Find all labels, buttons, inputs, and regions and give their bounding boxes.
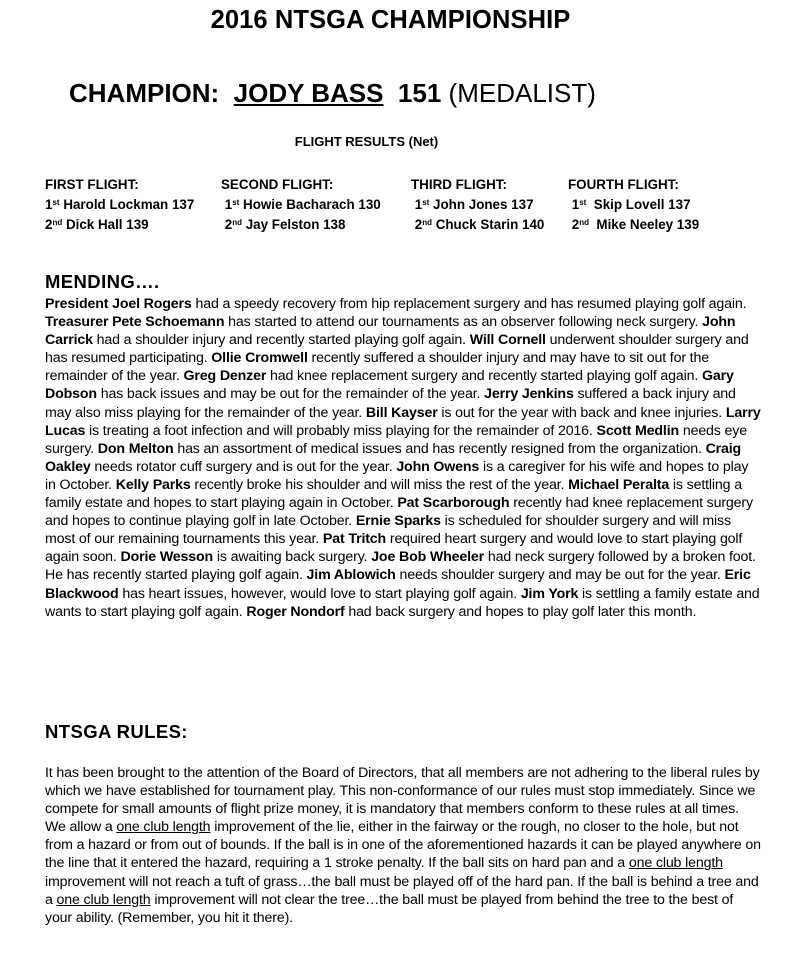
flight-heading: SECOND FLIGHT: [221, 177, 334, 192]
paragraph-text: recently had knee replacement surgery and hopes to continue playing golf in late October. [45, 495, 753, 530]
paragraph-text: suffered a back injury and may also miss playing for the remainder of the year. [45, 386, 736, 421]
flight-result: Harold Lockman 137 [63, 197, 195, 212]
paragraph-text: had knee replacement surgery and recently started playing golf again. [266, 368, 702, 385]
emphasis-text: one club length [628, 855, 723, 872]
member-name: Ernie Sparks [355, 513, 441, 530]
paragraph-text: is settling a family estate and wants to start playing golf again. [45, 585, 760, 620]
member-name: Kelly Parks [115, 476, 191, 493]
mending-paragraph [45, 295, 761, 621]
flight-result: Jay Felston 138 [245, 217, 346, 232]
paragraph-text: is settling a family estate and hopes to start playing again in October. [45, 476, 742, 512]
paragraph-text: is a caregiver for his wife and hopes to play in October. [45, 458, 749, 493]
member-name: Don Melton [97, 440, 174, 457]
rules-heading: NTSGA RULES: [45, 721, 188, 742]
member-name: Larry Lucas [45, 404, 761, 439]
member-name: Ollie Cromwell [211, 350, 308, 367]
paragraph-text: It has been brought to the attention of the Board of Directors, that all members are not adhering to the liberal rules by which we have established for tournament play. This non-conformance of our rules must stop immediately. Since we compete for small amounts of flight prize money, it is mandatory that members conform to these rules at all times. We allow a [45, 765, 760, 836]
paragraph-text: is out for the year with back and knee injuries. [437, 404, 726, 421]
paragraph-text: had back surgery and hopes to play golf later this month. [344, 603, 697, 620]
champion-note: (MEDALIST) [448, 78, 596, 108]
mending-heading: MENDING…. [45, 271, 160, 292]
paragraph-text: improvement will not clear the tree…the ball must be played from behind the tree to the best of your ability. (Remember, you hit it there). [45, 891, 734, 926]
paragraph-text: is treating a foot infection and will probably miss playing for the remainder of 2016. [85, 422, 597, 439]
paragraph-text: had neck surgery followed by a broken foot. He has recently started playing golf again. [45, 549, 756, 584]
member-name: Jerry Jenkins [484, 386, 574, 403]
flight-results-title: FLIGHT RESULTS (Net) [294, 134, 439, 149]
paragraph-text: recently broke his shoulder and will miss the rest of the year. [190, 476, 569, 493]
member-name: Bill Kayser [365, 404, 438, 421]
emphasis-text: one club length [116, 819, 211, 836]
flight-first [45, 175, 194, 235]
emphasis-text: one club length [56, 891, 151, 908]
flight-third [411, 175, 544, 235]
rules-paragraph [45, 764, 761, 927]
paragraph-text: had a shoulder injury and recently started playing golf again. [92, 332, 470, 349]
champion-score: 151 [397, 78, 442, 108]
flight-result: Chuck Starin 140 [435, 217, 545, 232]
flight-row: 1st Harold Lockman 137 [45, 197, 195, 212]
paragraph-text: recently suffered a shoulder injury and may have to sit out for the remainder of the year. [45, 350, 709, 385]
flight-result: Howie Bacharach 130 [243, 197, 381, 212]
paragraph-text: has an assortment of medical issues and has recently resigned from the organization. [173, 440, 706, 457]
member-name: Dorie Wesson [120, 549, 214, 566]
paragraph-text: required heart surgery and would love to start playing golf again soon. [45, 531, 743, 566]
champion-name: JODY BASS [233, 78, 384, 108]
flight-row: 2nd Chuck Starin 140 [414, 217, 545, 232]
flight-result: John Jones 137 [433, 197, 534, 212]
member-name: Roger Nondorf [246, 603, 345, 620]
paragraph-text: has started to attend our tournaments as an observer following neck surgery. [224, 314, 703, 331]
member-name: Will Cornell [469, 332, 546, 349]
member-name: Joe Bob Wheeler [371, 549, 485, 566]
flight-row: 1st Howie Bacharach 130 [224, 197, 381, 212]
paragraph-text: needs eye surgery. [45, 422, 747, 457]
flight-row: 2nd Mike Neeley 139 [571, 217, 700, 232]
member-name: Gary Dobson [45, 368, 734, 403]
paragraph-text: has back issues and may be out for the remainder of the year. [96, 386, 485, 403]
champion-line [69, 78, 596, 109]
flight-second [221, 175, 381, 235]
paragraph-text: needs rotator cuff surgery and is out for the year. [90, 458, 397, 475]
flight-fourth [568, 175, 699, 235]
paragraph-text: needs shoulder surgery and may be out for the year. [395, 567, 725, 584]
member-name: Craig Oakley [45, 440, 742, 475]
paragraph-text: underwent shoulder surgery and has resumed participating. [45, 332, 749, 367]
champion-label: CHAMPION: [69, 78, 220, 108]
flight-row: 1st John Jones 137 [414, 197, 534, 212]
flight-result: Mike Neeley 139 [596, 217, 700, 232]
member-name: Eric Blackwood [45, 567, 751, 602]
member-name: Pat Scarborough [397, 495, 510, 512]
paragraph-text: improvement of the lie, either in the fairway or the rough, no closer to the hole, but not from a hazard or from out of bounds. If the ball is in one of the aforementioned hazards it can be played anywhere on the line that it entered the hazard, requiring a 1 stroke penalty. If the ball sits on hard pan and a [45, 819, 761, 872]
paragraph-text: is scheduled for shoulder surgery and will miss most of our remaining tournaments this year. [45, 513, 731, 548]
flight-row: 2nd Dick Hall 139 [45, 217, 149, 232]
flight-row: 2nd Jay Felston 138 [224, 217, 346, 232]
member-name: Michael Peralta [568, 476, 670, 493]
paragraph-text: has heart issues, however, would love to start playing golf again. [118, 585, 521, 602]
member-name: Treasurer Pete Schoemann [45, 314, 225, 331]
paragraph-text: had a speedy recovery from hip replacement surgery and has resumed playing golf again. [191, 296, 747, 312]
member-name: Jim Ablowich [306, 567, 396, 584]
member-name: Scott Medlin [596, 422, 680, 439]
flight-result: Dick Hall 139 [65, 217, 149, 232]
member-name: President Joel Rogers [45, 296, 192, 312]
member-name: John Carrick [45, 314, 736, 349]
page-title: 2016 NTSGA CHAMPIONSHIP [210, 6, 571, 34]
paragraph-text: improvement will not reach a tuft of grass…the ball must be played off of the hard pan. If the ball is behind a tree and a [45, 873, 759, 908]
flight-heading: THIRD FLIGHT: [411, 177, 507, 192]
member-name: Pat Tritch [322, 531, 387, 548]
flight-heading: FOURTH FLIGHT: [568, 177, 679, 192]
paragraph-text: is awaiting back surgery. [213, 549, 372, 566]
member-name: Jim York [520, 585, 579, 602]
flight-result: Skip Lovell 137 [593, 197, 691, 212]
member-name: John Owens [396, 458, 480, 475]
member-name: Greg Denzer [183, 368, 267, 385]
flight-row: 1st Skip Lovell 137 [571, 197, 691, 212]
flight-heading: FIRST FLIGHT: [45, 177, 139, 192]
